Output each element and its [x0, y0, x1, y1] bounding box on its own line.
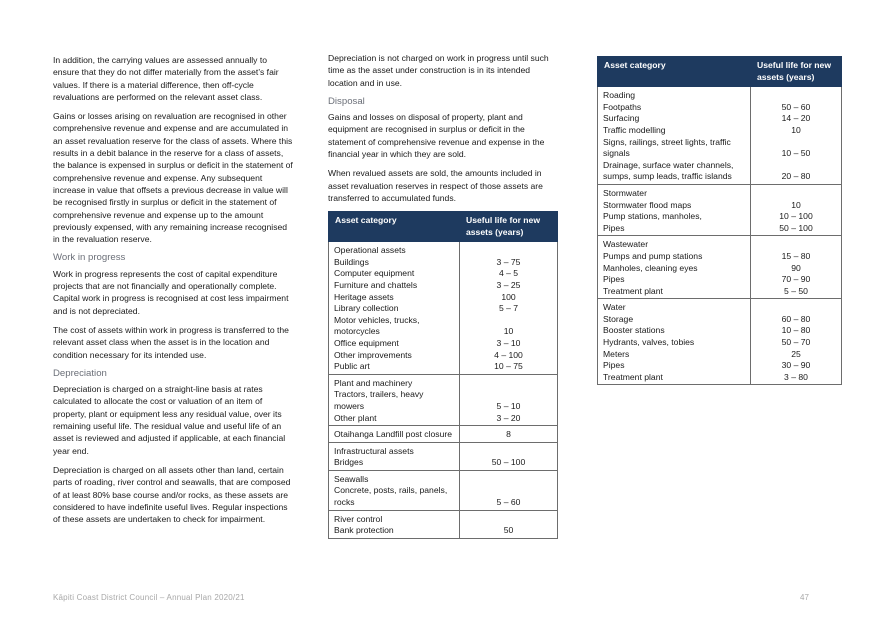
table-row [329, 426, 558, 443]
paragraph-depreciation-method: Depreciation is charged on a straight-line basis at rates calculated to allocate the cost or valuation of an item of property, plant or equipment less any residual value, over its remaining useful life. The residual value and useful life of an asset is reviewed and adjusted if applicable, at each financial year end. [53, 384, 286, 456]
useful-life-cell: 60 – 80 [751, 314, 842, 326]
asset-category-cell: Pipes [598, 360, 751, 372]
table-row [329, 242, 558, 257]
asset-category-cell: Treatment plant [598, 372, 751, 385]
table-row [329, 525, 558, 538]
left-text-column [53, 54, 293, 532]
asset-category-cell: Pipes [598, 274, 751, 286]
useful-life-cell: 3 – 75 [460, 257, 558, 269]
useful-life-cell: 10 – 75 [460, 361, 558, 374]
table-row [329, 303, 558, 315]
useful-life-cell: 5 – 50 [751, 286, 842, 299]
asset-category-cell: Motor vehicles, trucks, motorcycles [329, 315, 460, 338]
useful-life-cell: 10 [751, 200, 842, 212]
table-group [598, 299, 842, 385]
table-row [598, 223, 842, 236]
useful-life-cell [751, 184, 842, 199]
asset-category-cell: Plant and machinery [329, 374, 460, 389]
table-row [329, 470, 558, 485]
useful-life-cell [751, 299, 842, 314]
table-row [598, 125, 842, 137]
asset-category-cell: Booster stations [598, 325, 751, 337]
table-group [329, 510, 558, 538]
asset-category-cell: River control [329, 510, 460, 525]
table-row [598, 372, 842, 385]
page-number: 47 [800, 593, 809, 602]
table-row [598, 200, 842, 212]
useful-life-cell: 5 – 7 [460, 303, 558, 315]
table-group [329, 242, 558, 375]
useful-life-cell: 100 [460, 292, 558, 304]
useful-life-cell [751, 87, 842, 102]
table-row [598, 211, 842, 223]
useful-life-cell: 14 – 20 [751, 113, 842, 125]
asset-category-cell: Furniture and chattels [329, 280, 460, 292]
table-row [329, 413, 558, 426]
table-row [598, 337, 842, 349]
useful-life-cell: 4 – 100 [460, 350, 558, 362]
table-row [598, 299, 842, 314]
asset-category-cell: Treatment plant [598, 286, 751, 299]
asset-category-cell: Traffic modelling [598, 125, 751, 137]
table-row [329, 442, 558, 457]
useful-life-table-operational [328, 211, 558, 539]
table-row [598, 160, 842, 185]
useful-life-cell: 50 – 70 [751, 337, 842, 349]
heading-disposal: Disposal [328, 95, 365, 107]
useful-life-cell [751, 236, 842, 251]
useful-life-cell: 3 – 80 [751, 372, 842, 385]
heading-work-in-progress: Work in progress [53, 252, 126, 264]
useful-life-cell: 3 – 10 [460, 338, 558, 350]
asset-category-cell: Library collection [329, 303, 460, 315]
table-header-row [598, 57, 842, 87]
table-row [598, 184, 842, 199]
asset-category-cell: Roading [598, 87, 751, 102]
asset-category-cell: Computer equipment [329, 268, 460, 280]
useful-life-cell: 10 [751, 125, 842, 137]
asset-category-cell: Other plant [329, 413, 460, 426]
useful-life-cell: 8 [460, 426, 558, 443]
paragraph-wip-transfer: The cost of assets within work in progress is transferred to the relevant asset class when the asset is in the location and condition necessary for its intended use. [53, 324, 289, 360]
table-row [598, 314, 842, 326]
table-row [329, 338, 558, 350]
table-group [598, 236, 842, 299]
column-header-useful-life: Useful life for new assets (years) [751, 57, 842, 87]
useful-life-cell: 5 – 10 [460, 389, 558, 412]
table-row [598, 274, 842, 286]
useful-life-cell: 70 – 90 [751, 274, 842, 286]
column-header-asset-category: Asset category [329, 212, 460, 242]
asset-category-cell: Drainage, surface water channels, sumps, sump leads, traffic islands [598, 160, 751, 185]
useful-life-cell: 15 – 80 [751, 251, 842, 263]
asset-category-cell: Pumps and pump stations [598, 251, 751, 263]
useful-life-cell: 25 [751, 349, 842, 361]
useful-life-cell [460, 442, 558, 457]
useful-life-cell [460, 374, 558, 389]
table-row [598, 102, 842, 114]
asset-category-cell: Seawalls [329, 470, 460, 485]
table-row [329, 315, 558, 338]
asset-category-cell: Wastewater [598, 236, 751, 251]
table-group [598, 184, 842, 235]
table-row [329, 510, 558, 525]
table-group [598, 87, 842, 185]
table-row [329, 361, 558, 374]
useful-life-cell [460, 470, 558, 485]
table-row [598, 325, 842, 337]
table-row [598, 360, 842, 372]
useful-life-cell [460, 510, 558, 525]
asset-category-cell: Water [598, 299, 751, 314]
asset-category-cell: Meters [598, 349, 751, 361]
asset-category-cell: Manholes, cleaning eyes [598, 263, 751, 275]
footer-publication-title: Kāpiti Coast District Council – Annual Plan 2020/21 [53, 593, 245, 602]
table-row [598, 236, 842, 251]
table-group [329, 426, 558, 443]
table-row [598, 286, 842, 299]
table-row [329, 268, 558, 280]
paragraph-revalued-sold: When revalued assets are sold, the amounts included in asset revaluation reserves in respect of those assets are transferred to accumulated funds. [328, 168, 543, 203]
useful-life-cell: 5 – 60 [460, 485, 558, 510]
asset-category-cell: Heritage assets [329, 292, 460, 304]
middle-text-column [328, 52, 560, 211]
paragraph-wip-definition: Work in progress represents the cost of capital expenditure projects that are not financially and operationally complete. Capital work in progress is recognised at cost less impairment and is not depreciated. [53, 268, 289, 316]
table-row [598, 263, 842, 275]
column-header-useful-life: Useful life for new assets (years) [460, 212, 558, 242]
asset-category-cell: Stormwater flood maps [598, 200, 751, 212]
paragraph-carrying-values: In addition, the carrying values are assessed annually to ensure that they do not differ materially from the asset’s fair values. If there is a material difference, then off-cycle revaluations are performed on the relevant asset class. [53, 55, 279, 102]
table-row [329, 374, 558, 389]
paragraph-depreciation-exclusions: Depreciation is charged on all assets other than land, certain parts of roading, river control and seawalls, that are composed of at least 80% base course and/or rocks, as these assets are considered to have indefinite useful lives. Regular inspections of these assets are undertaken to check for impairment. [53, 464, 291, 525]
useful-life-table-infrastructure [597, 56, 842, 385]
useful-life-cell: 20 – 80 [751, 160, 842, 185]
table-row [598, 349, 842, 361]
asset-category-cell: Infrastructural assets [329, 442, 460, 457]
useful-life-cell: 30 – 90 [751, 360, 842, 372]
asset-category-cell: Pump stations, manholes, [598, 211, 751, 223]
asset-category-cell: Signs, railings, street lights, traffic signals [598, 137, 751, 160]
asset-category-cell: Other improvements [329, 350, 460, 362]
useful-life-cell: 10 – 100 [751, 211, 842, 223]
asset-category-cell: Bridges [329, 457, 460, 470]
asset-category-cell: Public art [329, 361, 460, 374]
asset-category-cell: Concrete, posts, rails, panels, rocks [329, 485, 460, 510]
asset-category-cell: Office equipment [329, 338, 460, 350]
asset-category-cell: Surfacing [598, 113, 751, 125]
asset-category-cell: Operational assets [329, 242, 460, 257]
asset-category-cell: Hydrants, valves, tobies [598, 337, 751, 349]
table-row [329, 292, 558, 304]
asset-category-cell: Bank protection [329, 525, 460, 538]
table-group [329, 442, 558, 470]
column-header-asset-category: Asset category [598, 57, 751, 87]
table-header-row [329, 212, 558, 242]
useful-life-cell: 4 – 5 [460, 268, 558, 280]
useful-life-cell: 3 – 25 [460, 280, 558, 292]
heading-depreciation: Depreciation [53, 367, 107, 379]
paragraph-disposal-gains: Gains and losses on disposal of property, plant and equipment are recognised in surplus or deficit in the statement of comprehensive revenue and expense in the financial year in which they are sold. [328, 112, 545, 160]
table-row [329, 485, 558, 510]
useful-life-cell: 50 – 100 [751, 223, 842, 236]
table-row [329, 457, 558, 470]
asset-category-cell: Footpaths [598, 102, 751, 114]
paragraph-revaluation-gains: Gains or losses arising on revaluation are recognised in other comprehensive revenue and expense and are accumulated in an asset revaluation reserve for the class of assets. Where this results in a debit balance in the reserve for a class of assets, the balance is expensed in surplus or deficit in the statement of comprehensive revenue and expense. Any subsequent increase in value that offsets a previous decrease in value will be recognised firstly in surplus or deficit in the statement of comprehensive revenue and expense up to the amount previously expensed, with any remaining increase recognised in the revaluation reserve. [53, 111, 293, 245]
useful-life-cell: 10 [460, 315, 558, 338]
asset-category-cell: Pipes [598, 223, 751, 236]
table-row [329, 350, 558, 362]
useful-life-cell: 50 [460, 525, 558, 538]
useful-life-cell: 10 – 80 [751, 325, 842, 337]
useful-life-cell: 3 – 20 [460, 413, 558, 426]
table-group [329, 374, 558, 425]
useful-life-cell: 10 – 50 [751, 137, 842, 160]
table-row [329, 389, 558, 412]
useful-life-cell: 90 [751, 263, 842, 275]
table-row [598, 251, 842, 263]
table-row [329, 257, 558, 269]
useful-life-cell [460, 242, 558, 257]
asset-category-cell: Tractors, trailers, heavy mowers [329, 389, 460, 412]
asset-category-cell: Stormwater [598, 184, 751, 199]
asset-category-cell: Otaihanga Landfill post closure [329, 426, 460, 443]
useful-life-cell: 50 – 60 [751, 102, 842, 114]
table-row [329, 280, 558, 292]
table-row [598, 137, 842, 160]
asset-category-cell: Storage [598, 314, 751, 326]
table-row [598, 113, 842, 125]
asset-category-cell: Buildings [329, 257, 460, 269]
table-row [598, 87, 842, 102]
table-group [329, 470, 558, 510]
paragraph-wip-depreciation: Depreciation is not charged on work in progress until such time as the asset under construction is in its intended location and in use. [328, 53, 549, 88]
useful-life-cell: 50 – 100 [460, 457, 558, 470]
